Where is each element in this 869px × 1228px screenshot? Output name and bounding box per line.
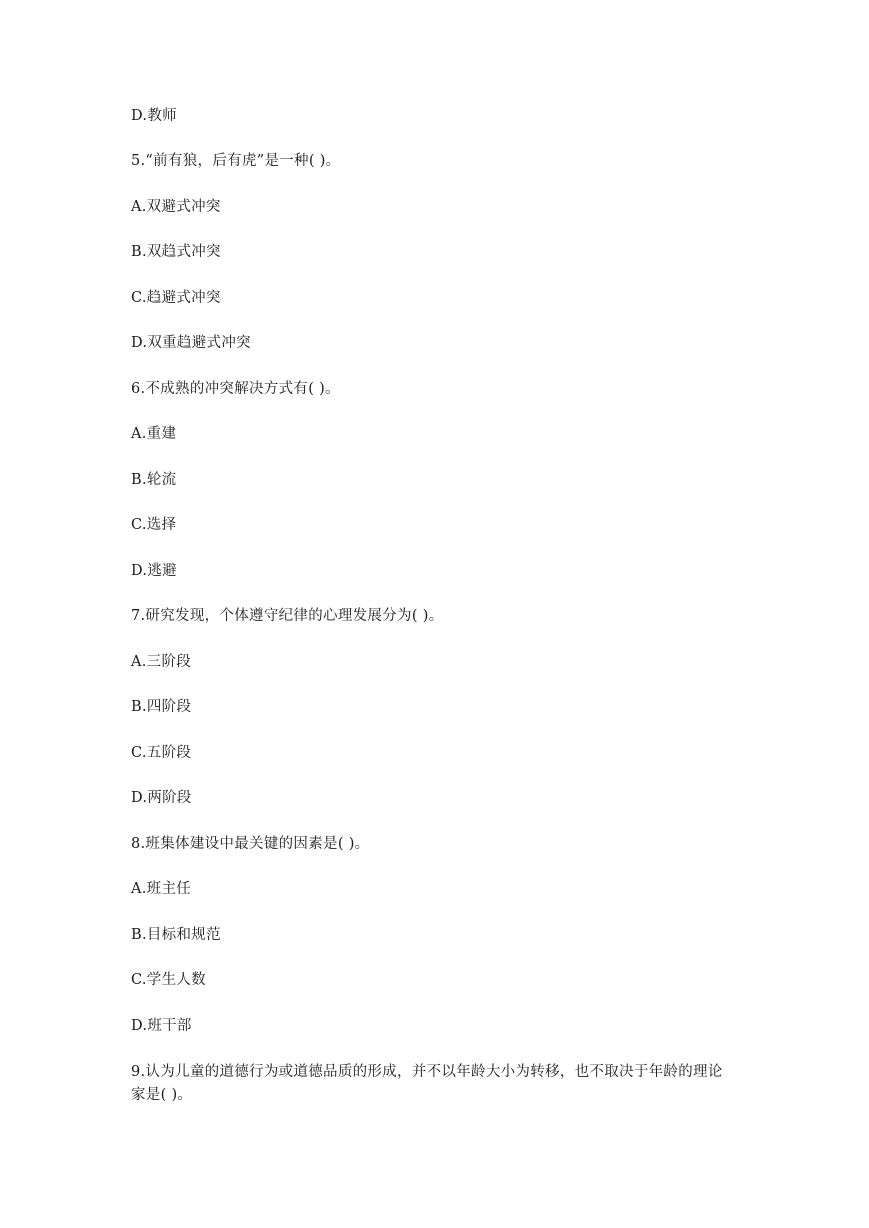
q8-option-a: A.班主任	[131, 881, 192, 897]
q5-option-b: B.双趋式冲突	[131, 244, 221, 260]
q5-option-a: A.双避式冲突	[131, 199, 221, 215]
q5-question: 5.“前有狼，后有虎”是一种( )。	[131, 153, 341, 169]
q5-option-c: C.趋避式冲突	[131, 290, 221, 306]
q8-option-b: B.目标和规范	[131, 927, 221, 943]
q6-option-b: B.轮流	[131, 472, 177, 488]
q8-option-d: D.班干部	[131, 1018, 192, 1034]
q7-option-d: D.两阶段	[131, 790, 192, 806]
q7-option-b: B.四阶段	[131, 699, 192, 715]
q7-option-c: C.五阶段	[131, 745, 192, 761]
q6-option-a: A.重建	[131, 426, 177, 442]
q5-option-d: D.双重趋避式冲突	[131, 335, 251, 351]
q6-option-c: C.选择	[131, 517, 177, 533]
q7-question: 7.研究发现，个体遵守纪律的心理发展分为( )。	[131, 608, 444, 624]
q7-option-a: A.三阶段	[131, 654, 192, 670]
q6-option-d: D.逃避	[131, 563, 177, 579]
q8-option-c: C.学生人数	[131, 972, 206, 988]
q9-question-line2: 家是( )。	[131, 1087, 193, 1103]
q9-question-line1: 9.认为儿童的道德行为或道德品质的形成，并不以年龄大小为转移，也不取决于年龄的理论	[131, 1064, 723, 1080]
q4-option-d: D.教师	[131, 108, 177, 124]
q8-question: 8.班集体建设中最关键的因素是( )。	[131, 836, 370, 852]
q6-question: 6.不成熟的冲突解决方式有( )。	[131, 381, 340, 397]
